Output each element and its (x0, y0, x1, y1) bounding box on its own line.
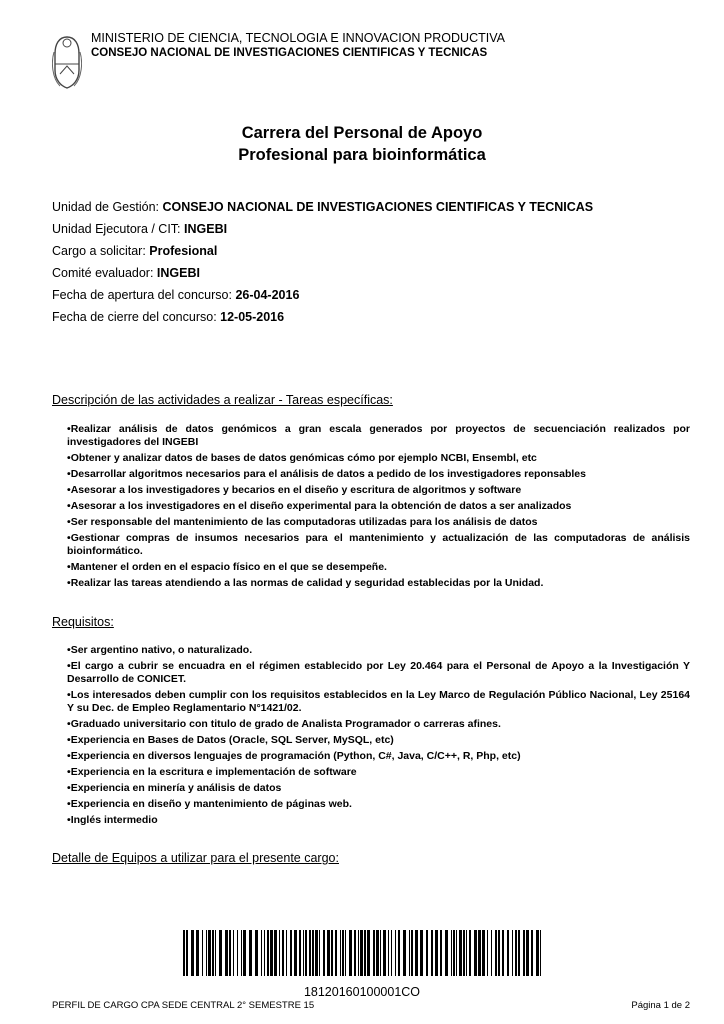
field-cargo (52, 244, 217, 258)
list-item: • Asesorar a los investigadores y becarios en el diseño y escritura de algoritmos y software (67, 484, 690, 497)
list-item: • Realizar análisis de datos genómicos a gran escala generados por proyectos de secuenciación realizados por investigadores del INGEBI (67, 423, 690, 449)
field-unidad-ejecutora (52, 222, 227, 236)
field-comite (52, 266, 200, 280)
field-fecha-cierre (52, 310, 284, 324)
list-item: • Graduado universitario con titulo de grado de Analista Programador o carreras afines. (67, 718, 690, 731)
list-item: • Obtener y analizar datos de bases de datos genómicas cómo por ejemplo NCBI, Ensembl, etc (67, 452, 690, 465)
requirements-heading: Requisitos: (52, 615, 114, 629)
ministry-name: MINISTERIO DE CIENCIA, TECNOLOGIA E INNOVACION PRODUCTIVA (91, 31, 505, 45)
council-name: CONSEJO NACIONAL DE INVESTIGACIONES CIENTIFICAS Y TECNICAS (91, 47, 488, 59)
requirements-list (67, 644, 690, 830)
field-value: Profesional (149, 244, 218, 258)
list-item: • Desarrollar algoritmos necesarios para el análisis de datos a pedido de los investigadores reponsables (67, 468, 690, 481)
barcode-number: 18120160100001CO (303, 985, 421, 999)
argentina-coat-of-arms-icon (52, 34, 82, 90)
list-item: • Ser responsable del mantenimiento de las computadoras utilizadas para los análisis de datos (67, 516, 690, 529)
list-item: • Realizar las tareas atendiendo a las normas de calidad y seguridad establecidas por la Unidad. (67, 577, 690, 590)
field-value: 12-05-2016 (220, 310, 285, 324)
barcode (183, 930, 541, 976)
page-title-line-2: Profesional para bioinformática (238, 146, 486, 164)
field-value: 26-04-2016 (235, 288, 300, 302)
list-item: • Mantener el orden en el espacio físico en el que se desempeñe. (67, 561, 690, 574)
list-item: • Experiencia en Bases de Datos (Oracle, SQL Server, MySQL, etc) (67, 734, 690, 747)
list-item: • Asesorar a los investigadores en el diseño experimental para la obtención de datos a ser analizados (67, 500, 690, 513)
field-label: Fecha de cierre del concurso: (52, 310, 221, 324)
field-label: Cargo a solicitar: (52, 244, 150, 258)
list-item: • Los interesados deben cumplir con los requisitos establecidos en la Ley Marco de Regulación Público Nacional, Ley 25164 Y su Dec. de Empleo Reglamentario N°1421/02. (67, 689, 690, 715)
field-value: CONSEJO NACIONAL DE INVESTIGACIONES CIENTIFICAS Y TECNICAS (162, 200, 594, 214)
page-title-line-1: Carrera del Personal de Apoyo (241, 124, 483, 142)
field-label: Fecha de apertura del concurso: (52, 288, 236, 302)
list-item: • Experiencia en la escritura e implementación de software (67, 766, 690, 779)
list-item: • Experiencia en minería y análisis de datos (67, 782, 690, 795)
footer-document-id: PERFIL DE CARGO CPA SEDE CENTRAL 2° SEMESTRE 15 (52, 1000, 315, 1011)
list-item: • Ser argentino nativo, o naturalizado. (67, 644, 690, 657)
field-fecha-apertura (52, 288, 299, 302)
footer-page-number: Página 1 de 2 (631, 1000, 690, 1011)
field-label: Unidad de Gestión: (52, 200, 163, 214)
list-item: • Experiencia en diseño y mantenimiento de páginas web. (67, 798, 690, 811)
tasks-heading: Descripción de las actividades a realizar - Tareas específicas: (52, 393, 393, 407)
list-item: • El cargo a cubrir se encuadra en el régimen establecido por Ley 20.464 para el Personal de Apoyo a la Investigación Y Desarrollo de CONICET. (67, 660, 690, 686)
equipment-heading: Detalle de Equipos a utilizar para el presente cargo: (52, 851, 339, 865)
field-value: INGEBI (184, 222, 228, 236)
field-value: INGEBI (156, 266, 200, 280)
tasks-list (67, 423, 690, 593)
list-item: • Experiencia en diversos lenguajes de programación (Python, C#, Java, C/C++, R, Php, etc) (67, 750, 690, 763)
list-item: • Inglés intermedio (67, 814, 690, 827)
field-label: Comité evaluador: (52, 266, 157, 280)
field-label: Unidad Ejecutora / CIT: (52, 222, 185, 236)
list-item: • Gestionar compras de insumos necesarios para el mantenimiento y actualización de las computadoras de análisis bioinformático. (67, 532, 690, 558)
field-unidad-gestion (52, 200, 593, 214)
